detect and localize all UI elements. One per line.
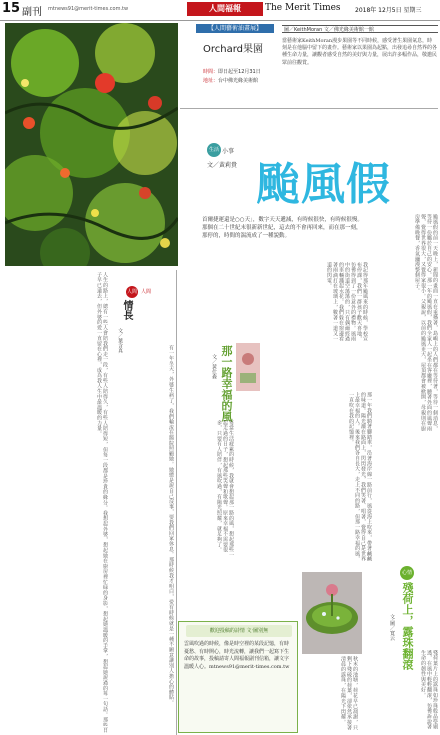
story-title: 颱風假	[256, 159, 391, 210]
story-lead: 首爾捷運還是○○天」，數字天天遞減，有時候很快，有時候很慢。那個在二十世紀末很新新世紀，這去的不會再回來，而在那一刻，那停的，時間的湍流成了一種貌動。	[202, 217, 363, 239]
love-author: 文／葉含真	[117, 328, 123, 353]
exhibition-title: Orchard果園	[203, 44, 264, 55]
love-body-continued: 有一年冬天，外婆生病了，我們輪流在醫院照顧她。她總是說自己沒事，要我們回家休息。那時候我才明白，愛有時候就是一種不願意讓別人擔心的體貼。	[168, 345, 174, 706]
orchard-painting	[5, 23, 178, 266]
submission-box	[178, 621, 298, 733]
story-column: 小事	[222, 148, 235, 155]
love-body: 人生的路上，總有一些人會陪我們走一段，有些人陪得久，有些人陪得短，但每一段都是珍貴的緣分。我想起外婆，想起她在廚房裡忙碌的身影，想起她溫暖的手掌，想起她說過的每一句話。那些日子早已遠去，但外婆的愛一直留在心裡，成為我人生中最溫暖的力量。	[96, 272, 108, 734]
story-body-mid: 我記得那年颱風來的時候，學校宣布停課，我們一群孩子歡天喜地，彷彿得到了一份意外的禮物。風雨中的街道空蕩蕩的，只有偶爾經過的車輛濺起水花。我們躲在窗邊看著雨滴打在玻璃上，數著一道又一道的閃電。	[326, 262, 368, 342]
road-photo-art	[236, 343, 260, 391]
love-column: 人間	[141, 289, 152, 295]
road-photo	[236, 343, 260, 391]
submission-header: 歡迎投稿的詩情 文‧圖別無	[186, 625, 292, 637]
masthead-logo: 人間福報	[187, 2, 263, 16]
place-value: 台中佛光緣美術館	[218, 78, 259, 84]
lotus-photo-art	[302, 572, 362, 654]
story-body-right: 颱風假的前一天晚上，新聞的畫面一直在重播著，島嶼上的人們都在等待著，等待一個消息，等待一份屬於自己的安心。那一年的颱風假，我們全家人一起坐在客廳裡，聽著外面的風聲雨聲，覺得世界很大，又覺得家很小。父親說，以前的颱風更大，屋頂都會被掀開，母親則在廚房準備晚餐，香氣瀰漫整個屋子。	[414, 214, 438, 432]
lotus-badge: 心情	[400, 566, 414, 580]
feature-body: 當藝術家KeithMoran漫步果園等不同時候，感受著生果園氣息，時刻是在他腦中留下的畫作。藝術家以果園為起點，出發追尋自然界的各種生命力量，讓觀者感受自然的美好與力量，展出許多幅作品，敬邀民眾前往觀賞。	[282, 38, 438, 66]
love-badge: 人間	[126, 286, 138, 298]
exhibition-place	[203, 67, 258, 86]
feature-credit: 圖／KeithMoran 文／佛光緣美術館一館	[282, 25, 438, 33]
story-badge: 生活	[207, 143, 221, 157]
place-label: 地址：	[203, 78, 219, 84]
road-body: 那一年我們騎著腳踏車，沿著海岸線一路前行，風從海上吹來，帶著鹹鹹的味道。陽光灑在路面上，閃閃發光，我們笑著、唱著，覺得自己是世界上最幸福的人。後來我們各自長大，走上不同的路，但那一路幸福的風，一直吹在我的記憶裡。	[348, 392, 372, 562]
painting-artwork	[5, 23, 178, 266]
love-title: 情長	[121, 300, 132, 320]
issue-date: 2018年 12月5日 星期三	[355, 7, 422, 14]
time-value: 即日起至12月31日	[218, 69, 261, 75]
submission-body: 雲風吹過的時候，像是時空裡的某段記憶，有時憂愁、有時開心，時光流轉，讓我們一起寫下生命的故事，投稿請寄人間福報副刊信箱，讓文字溫暖人心。mtnews91@merit-times.com.tw	[184, 641, 290, 670]
section-email: mtnews91@merit-times.com.tw	[48, 6, 129, 12]
lotus-caption: 殘荷葉片上的露珠如珍珠般晶瑩剔透，在風中輕輕翻滾，彷彿訴說著生命的韌性與美好。	[420, 650, 438, 730]
lotus-title: 殘荷上，露珠翻滾	[401, 582, 414, 670]
masthead-english: The Merit Times	[265, 3, 341, 13]
road-body-center: 每當生活疲累的時候，我就會想起那一路的風，想起那些一起走過的日子，想起那些笑聲和歌聲。原來幸福不需要很多，只要有人陪伴，有風吹過，有陽光照耀，就足夠了。	[216, 420, 234, 558]
section-name: 副刊	[22, 7, 42, 18]
page-number: 15	[2, 1, 21, 16]
road-title: 那一路幸福的風	[220, 345, 233, 422]
column-rule	[176, 270, 177, 735]
exhibition-banner: 【人間藝術油畫展】	[196, 24, 274, 33]
lotus-author: 文‧圖／寬云	[389, 614, 395, 641]
road-author: 文／黃仕森	[211, 354, 217, 379]
section-divider	[180, 108, 438, 109]
lotus-photo	[302, 572, 362, 654]
story-author: 文／黃莉貴	[207, 162, 238, 169]
time-label: 時間：	[203, 69, 219, 75]
lotus-body: 秋末的池塘，荷花早已凋謝，只剩下殘破的荷葉，卻依然承接著清晨的露珠，在陽光下閃耀。	[340, 656, 358, 731]
